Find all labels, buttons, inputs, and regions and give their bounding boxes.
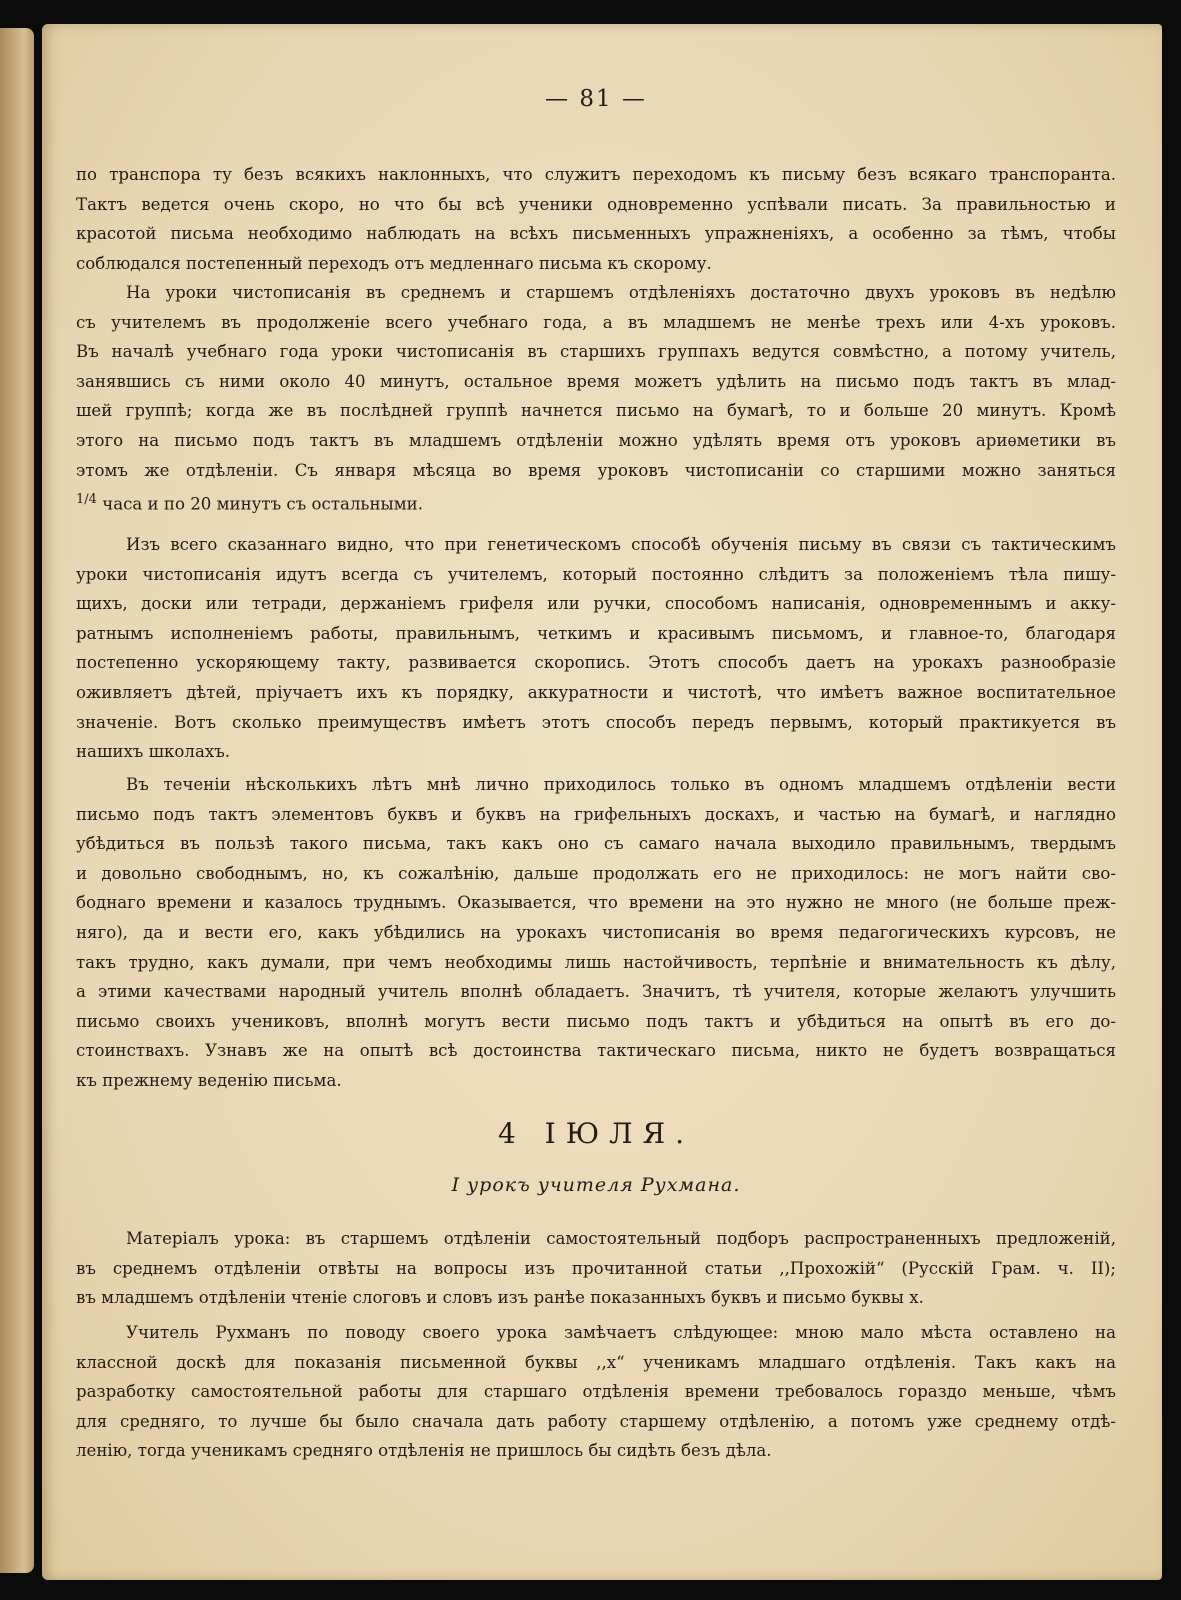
book-page	[42, 24, 1162, 1580]
text-line: Учитель Рухманъ по поводу своего урока замѣчаетъ слѣдующее: мною мало мѣста оставлено на	[126, 1323, 1116, 1342]
text-line: разработку самостоятельной работы для старшаго отдѣленія времени требовалось гораздо меньше, чѣмъ	[76, 1382, 1116, 1402]
text-line: Тактъ ведется очень скоро, но что бы всѣ ученики одновременно успѣвали писать. За правильностью и	[76, 194, 1116, 214]
text-line: Изъ всего сказаннаго видно, что при генетическомъ способѣ обученія письму въ связи съ тактическимъ	[126, 535, 1116, 554]
page-number: — 81 —	[545, 86, 647, 112]
text-line	[76, 485, 1116, 519]
text-line: красотой письма необходимо наблюдать на всѣхъ письменныхъ упражненіяхъ, а особенно за тѣмъ, чтобы	[76, 224, 1116, 244]
text-line: соблюдался постепенный переходъ отъ медленнаго письма къ скорому.	[76, 253, 712, 273]
text-line: ратнымъ исполненіемъ работы, правильнымъ, четкимъ и красивымъ письмомъ, и главное-то, благодаря	[76, 623, 1116, 643]
text-line: боднаго времени и казалось труднымъ. Оказывается, что времени на это нужно не много (не больше преж-	[76, 893, 1116, 913]
paragraph-1	[76, 160, 1116, 278]
text-line: классной доскѣ для показанія письменной буквы ,,x“ ученикамъ младшаго отдѣленія. Такъ какъ на	[76, 1352, 1116, 1372]
text-line: убѣдиться въ пользѣ такого письма, такъ какъ оно съ самаго начала выходило правильнымъ, твердымъ	[76, 834, 1116, 854]
paragraph-2	[76, 278, 1116, 519]
text-line: Въ началѣ учебнаго года уроки чистописанія въ старшихъ группахъ ведутся совмѣстно, а потому учитель,	[76, 342, 1116, 362]
text-line: стоинствахъ. Узнавъ же на опытѣ всѣ достоинства тактическаго письма, никто не будетъ возвращаться	[76, 1041, 1116, 1061]
text-line: На уроки чистописанія въ среднемъ и старшемъ отдѣленіяхъ достаточно двухъ уроковъ въ недѣлю	[126, 283, 1116, 302]
text-line: для средняго, то лучше бы было сначала дать работу старшему отдѣленію, а потомъ уже среднему отдѣ-	[76, 1411, 1116, 1431]
text-line: письмо своихъ учениковъ, вполнѣ могутъ вести письмо подъ тактъ и убѣдиться на опытѣ въ его до-	[76, 1011, 1116, 1031]
text-line: оживляетъ дѣтей, пріучаетъ ихъ къ порядку, аккуратности и чистотѣ, что имѣетъ важное воспитательное	[76, 682, 1116, 702]
text-line: Матеріалъ урока: въ старшемъ отдѣленіи самостоятельный подборъ распространенныхъ предложеній,	[126, 1229, 1116, 1248]
paragraph-4	[76, 770, 1116, 1096]
fraction-numerator: 1	[76, 492, 85, 508]
text-line: этого на письмо подъ тактъ въ младшемъ отдѣленіи можно удѣлять время отъ уроковъ ариѳметики въ	[76, 430, 1116, 450]
text-line: постепенно ускоряющему такту, развивается скоропись. Этотъ способъ даетъ на урокахъ разнообразіе	[76, 653, 1116, 673]
paragraph-3	[76, 530, 1116, 767]
text-line: съ учителемъ въ продолженіе всего учебнаго года, а въ младшемъ не менѣе трехъ или 4-хъ уроковъ.	[76, 312, 1116, 332]
text-line: къ прежнему веденію письма.	[76, 1070, 342, 1090]
text-line: по транспора ту безъ всякихъ наклонныхъ, что служитъ переходомъ къ письму безъ всякаго транспоранта.	[76, 165, 1116, 184]
section-subtitle: I урокъ учителя Рухмана.	[451, 1174, 741, 1196]
text-line: ленію, тогда ученикамъ средняго отдѣленія не пришлось бы сидѣть безъ дѣла.	[76, 1441, 772, 1461]
adjacent-page-edge	[0, 28, 34, 1573]
text-line: шей группѣ; когда же въ послѣдней группѣ начнется письмо на бумагѣ, то и больше 20 минутъ. Кромѣ	[76, 401, 1116, 421]
section-title: 4 ІЮЛЯ.	[497, 1117, 695, 1150]
text-line: щихъ, доски или тетради, держаніемъ грифеля или ручки, способомъ написанія, одновременнымъ и акку-	[76, 594, 1116, 614]
text-line: нашихъ школахъ.	[76, 742, 231, 762]
text-line: няго), да и вести его, какъ убѣдились на урокахъ чистописанія во время педагогическихъ курсовъ, не	[76, 922, 1116, 942]
fraction: 1/4	[76, 492, 97, 508]
paragraph-5	[76, 1224, 1116, 1313]
paragraph-6	[76, 1318, 1116, 1466]
text-fragment: часа и по 20 минутъ съ остальными.	[102, 494, 423, 514]
text-line: въ среднемъ отдѣленіи отвѣты на вопросы изъ прочитанной статьи ,,Прохожій“ (Русскій Грам. ч. II);	[76, 1258, 1116, 1278]
text-line: въ младшемъ отдѣленіи чтеніе слоговъ и словъ изъ ранѣе показанныхъ буквъ и письмо буквы x.	[76, 1288, 924, 1308]
fraction-denominator: 4	[88, 492, 97, 508]
text-line: значеніе. Вотъ сколько преимуществъ имѣетъ этотъ способъ передъ первымъ, который практикуется въ	[76, 712, 1116, 732]
text-line: письмо подъ тактъ элементовъ буквъ и буквъ на грифельныхъ доскахъ, и частью на бумагѣ, и наглядно	[76, 804, 1116, 824]
text-line: такъ трудно, какъ думали, при чемъ необходимы лишь настойчивость, терпѣніе и внимательность къ дѣлу,	[76, 952, 1116, 972]
text-line: занявшись съ ними около 40 минутъ, остальное время можетъ удѣлить на письмо подъ тактъ въ млад-	[76, 371, 1116, 391]
text-line: Въ теченіи нѣсколькихъ лѣтъ мнѣ лично приходилось только въ одномъ младшемъ отдѣленіи вести	[126, 775, 1116, 794]
text-line: уроки чистописанія идутъ всегда съ учителемъ, который постоянно слѣдитъ за положеніемъ тѣла пишу-	[76, 564, 1116, 584]
text-line: этомъ же отдѣленіи. Съ января мѣсяца во время уроковъ чистописаніи со старшими можно заняться	[76, 460, 1116, 480]
text-line: а этими качествами народный учитель вполнѣ обладаетъ. Значитъ, тѣ учителя, которые желаютъ улучшить	[76, 982, 1116, 1002]
text-line: и довольно свободнымъ, но, къ сожалѣнію, дальше продолжать его не приходилось: не могъ найти сво-	[76, 863, 1116, 883]
